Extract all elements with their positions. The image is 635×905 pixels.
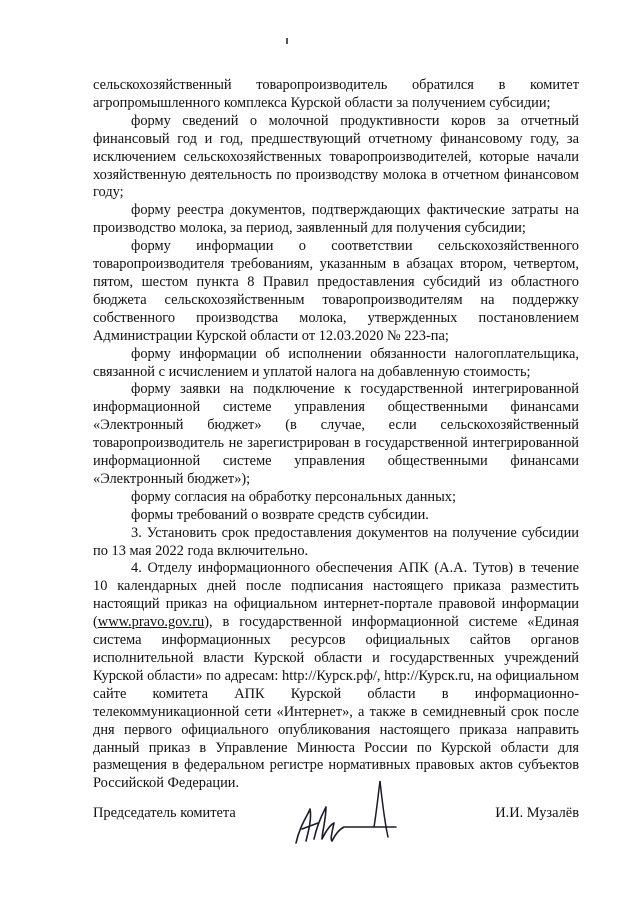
paragraph-10-part1: 4. Отделу информационного обеспечения АПК (А.А. Тутов) в течение 10 календарных дней после подписания настоящего приказа разместить настоящий приказ на официальном интернет-портале правовой информации ( — [93, 560, 579, 631]
paragraph-10-part2: ), в государственной информационной системе «Единая система информационных ресурсов официальных сайтов органов исполнительной власти Курской области и государственных учреждений Курской области» по адресам: http://Курск.рф/, http://Курск.ru, на официальном сайте комитета АПК Курской области в информационно-телекоммуникационной сети «Интернет», а также в семидневный срок после дня первого официального опубликования настоящего приказа направить данный приказ в Управление Минюста России по Курской области для размещения в федеральном регистре нормативных правовых актов субъектов Российской Федерации. — [93, 614, 579, 792]
signatory-position: Председатель комитета — [93, 805, 236, 821]
signature-block — [93, 805, 579, 865]
pravo-link[interactable]: www.pravo.gov.ru — [97, 614, 205, 631]
signatory-name: И.И. Музалёв — [495, 805, 579, 821]
paragraph-5: форму информации об исполнении обязанности налогоплательщика, связанной с исчислением и уплатой налога на добавленную стоимость; — [93, 345, 579, 380]
paragraph-9-deadline: 3. Установить срок предоставления документов на получение субсидии по 13 мая 2022 года включительно. — [93, 524, 579, 559]
scan-mark — [286, 38, 288, 44]
document-body — [93, 77, 579, 793]
paragraph-8: формы требований о возврате средств субсидии. — [131, 506, 429, 523]
handwritten-signature — [288, 775, 408, 855]
paragraph-6: форму заявки на подключение к государственной интегрированной информационной системе управления общественными финансами «Электронный бюджет» (в случае, если сельскохозяйственный товаропроизводитель не зарегистрирован в государственной интегрированной информационной системе управления общественными финансами «Электронный бюджет»); — [93, 381, 579, 487]
paragraph-7: форму согласия на обработку персональных данных; — [131, 488, 456, 505]
paragraph-4: форму информации о соответствии сельскохозяйственного товаропроизводителя требованиям, указанным в абзацах втором, четвертом, пятом, шестом пункта 8 Правил предоставления субсидий из областного бюджета сельскохозяйственным товаропроизводителям на поддержку собственного производства молока, утвержденных постановлением Администрации Курской области от 12.03.2020 № 223-па; — [93, 238, 579, 344]
paragraph-10-publication — [93, 560, 579, 793]
paragraph-3: форму реестра документов, подтверждающих фактические затраты на производство молока, за период, заявленный для получения субсидии; — [93, 202, 579, 237]
paragraph-1: сельскохозяйственный товаропроизводитель обратился в комитет агропромышленного комплекса Курской области за получением субсидии; — [93, 77, 579, 111]
paragraph-2: форму сведений о молочной продуктивности коров за отчетный финансовый год и год, предшествующий отчетному финансовому году, за исключением сельскохозяйственных товаропроизводителей, которые начали хозяйственную деятельность по производству молока в отчетном финансовом году; — [93, 112, 579, 201]
